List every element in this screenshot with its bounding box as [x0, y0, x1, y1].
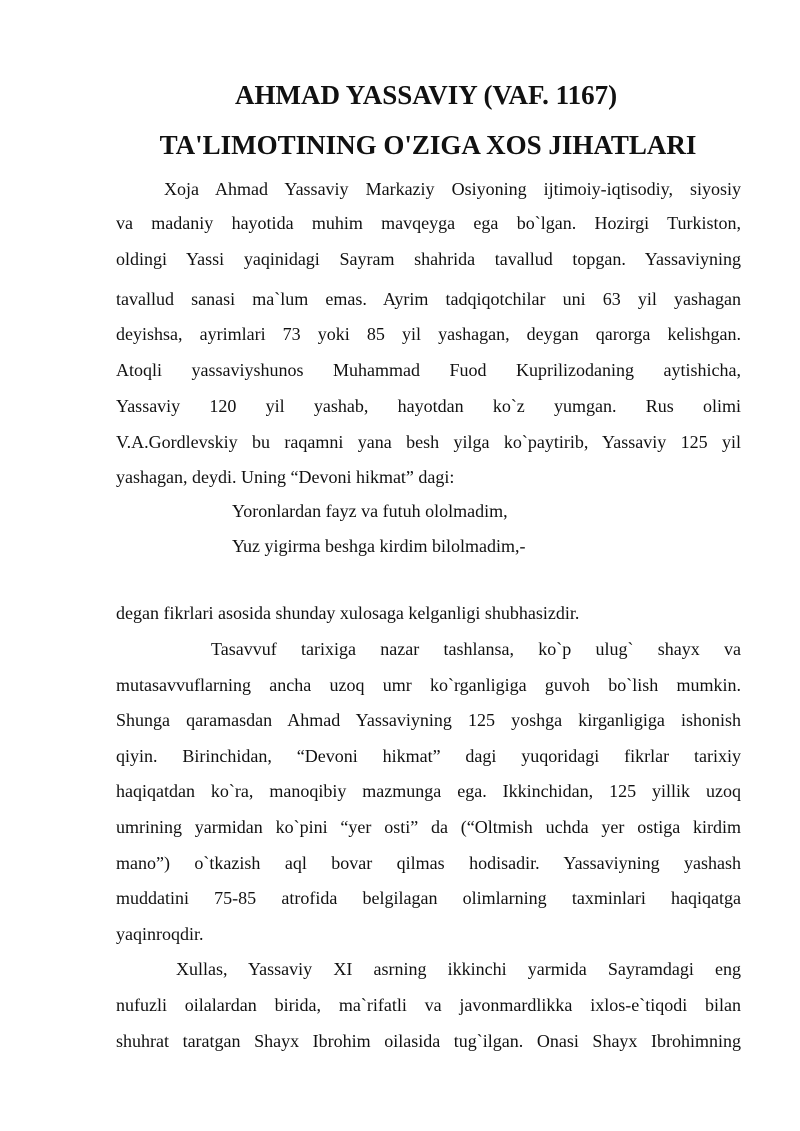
- document-title-line-1: AHMAD YASSAVIY (VAF. 1167): [235, 80, 618, 110]
- body-text-line: deyishsa, ayrimlari 73 yoki 85 yil yashagan, deygan qarorga kelishgan.: [116, 324, 741, 344]
- body-text-line: Xullas, Yassaviy XI asrning ikkinchi yarmida Sayramdagi eng: [176, 959, 741, 979]
- body-text-line: qiyin. Birinchidan, “Devoni hikmat” dagi yuqoridagi fikrlar tarixiy: [116, 746, 741, 766]
- verse-line: Yoronlardan fayz va futuh ololmadim,: [232, 501, 508, 521]
- body-text-line: yaqinroqdir.: [116, 924, 204, 944]
- body-text-line: mutasavvuflarning ancha uzoq umr ko`rganligiga guvoh bo`lish mumkin.: [116, 675, 741, 695]
- body-text-line: muddatini 75-85 atrofida belgilagan olimlarning taxminlari haqiqatga: [116, 888, 741, 908]
- body-text-line: oldingi Yassi yaqinidagi Sayram shahrida tavallud topgan. Yassaviyning: [116, 249, 741, 269]
- body-text-line: mano”) o`tkazish aql bovar qilmas hodisadir. Yassaviyning yashash: [116, 853, 741, 873]
- body-text-line: va madaniy hayotida muhim mavqeyga ega bo`lgan. Hozirgi Turkiston,: [116, 213, 741, 233]
- body-text-line: Atoqli yassaviyshunos Muhammad Fuod Kuprilizodaning aytishicha,: [116, 360, 741, 380]
- body-text-line: Xoja Ahmad Yassaviy Markaziy Osiyoning ijtimoiy-iqtisodiy, siyosiy: [164, 179, 741, 199]
- body-text-line: haqiqatdan ko`ra, manoqibiy mazmunga ega. Ikkinchidan, 125 yillik uzoq: [116, 781, 741, 801]
- body-text-line: degan fikrlari asosida shunday xulosaga kelganligi shubhasizdir.: [116, 603, 580, 623]
- body-text-line: tavallud sanasi ma`lum emas. Ayrim tadqiqotchilar uni 63 yil yashagan: [116, 289, 741, 309]
- body-text-line: V.A.Gordlevskiy bu raqamni yana besh yilga ko`paytirib, Yassaviy 125 yil: [116, 432, 741, 452]
- body-text-line: shuhrat taratgan Shayx Ibrohim oilasida tug`ilgan. Onasi Shayx Ibrohimning: [116, 1031, 741, 1051]
- body-text-line: Tasavvuf tarixiga nazar tashlansa, ko`p ulug` shayx va: [211, 639, 741, 659]
- body-text-line: umrining yarmidan ko`pini “yer osti” da (“Oltmish uchda yer ostiga kirdim: [116, 817, 741, 837]
- body-text-line: nufuzli oilalardan birida, ma`rifatli va javonmardlikka ixlos-e`tiqodi bilan: [116, 995, 741, 1015]
- document-title-line-2: TA'LIMOTINING O'ZIGA XOS JIHATLARI: [159, 130, 697, 160]
- body-text-line: Yassaviy 120 yil yashab, hayotdan ko`z yumgan. Rus olimi: [116, 396, 741, 416]
- body-text-line: yashagan, deydi. Uning “Devoni hikmat” dagi:: [116, 467, 455, 487]
- body-text-line: Shunga qaramasdan Ahmad Yassaviyning 125 yoshga kirganligiga ishonish: [116, 710, 741, 730]
- verse-line: Yuz yigirma beshga kirdim bilolmadim,-: [232, 536, 526, 556]
